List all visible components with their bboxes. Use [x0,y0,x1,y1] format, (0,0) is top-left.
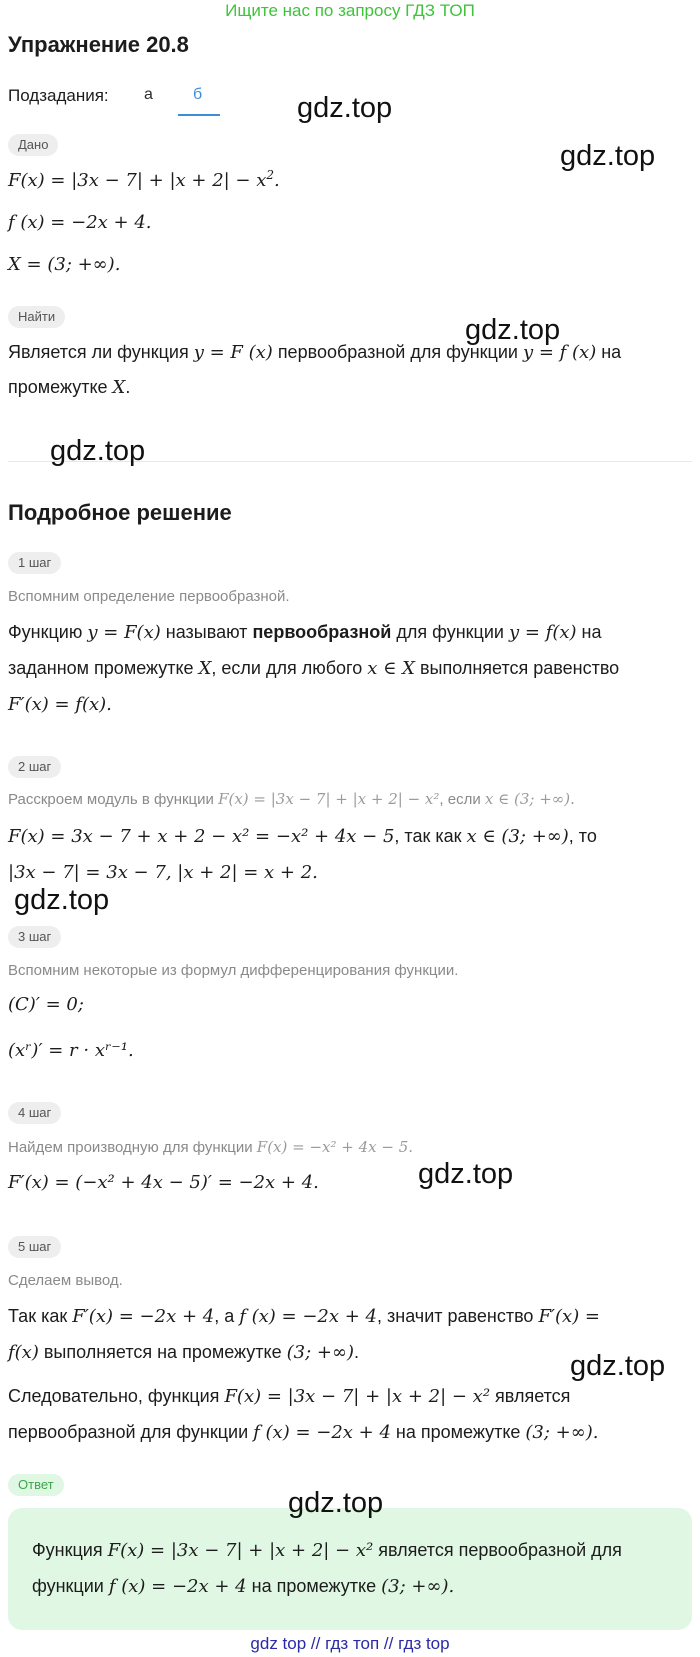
find-line-2: промежутке X. [8,377,131,398]
top-banner[interactable]: Ищите нас по запросу ГДЗ ТОП [225,1,475,20]
given-line-1: $F(x) = |3x - 7| + |x + 2| - x^2$. [8,168,280,191]
step-4-badge: 4 шаг [8,1102,61,1124]
step-5-line-3: Следовательно, функция F(x) = |3x − 7| + |x + 2| − x² является [8,1386,571,1407]
given-line-3: X = (3; +∞). [8,254,121,275]
watermark: gdz.top [465,314,561,346]
subtasks-label: Подзадания: [8,86,109,105]
step-4-hint: Найдем производную для функции F(x) = −x² + 4x − 5. [8,1138,414,1156]
step-3-line-2: (xʳ)′ = r · xʳ⁻¹. [8,1040,134,1061]
watermark: gdz.top [50,435,146,467]
subtask-tab-b[interactable]: б [193,86,203,103]
step-5-badge: 5 шаг [8,1236,61,1258]
solution-title: Подробное решение [8,500,232,525]
step-1-hint: Вспомним определение первообразной. [8,588,290,605]
footer-links[interactable]: gdz top // гдз топ // гдз top [250,1634,450,1653]
step-4-line-1: F′(x) = (−x² + 4x − 5)′ = −2x + 4. [8,1172,319,1193]
step-2-badge: 2 шаг [8,756,61,778]
answer-box [8,1508,692,1630]
step-5-line-2: f(x) выполняется на промежутке (3; +∞). [8,1342,359,1363]
given-badge: Дано [8,134,58,156]
watermark: gdz.top [560,140,656,172]
watermark: gdz.top [297,92,393,124]
find-line-1: Является ли функция y = F (x) первообразной для функции y = f (x) на [8,342,622,363]
answer-badge: Ответ [8,1474,64,1496]
step-5-line-1: Так как F′(x) = −2x + 4, а f (x) = −2x + 4, значит равенство F′(x) = [8,1306,601,1327]
answer-line-2: функции f (x) = −2x + 4 на промежутке (3; +∞). [32,1576,455,1597]
step-3-line-1: (C)′ = 0; [8,994,84,1015]
active-tab-indicator [178,114,220,116]
watermark: gdz.top [570,1350,666,1382]
step-5-line-4: первообразной для функции f (x) = −2x + 4 на промежутке (3; +∞). [8,1422,599,1443]
step-3-badge: 3 шаг [8,926,61,948]
watermark: gdz.top [288,1487,384,1519]
step-1-line-2: заданном промежутке X, если для любого x ∈ X выполняется равенство [8,658,620,679]
subtask-tab-a[interactable]: а [144,86,153,103]
step-1-badge: 1 шаг [8,552,61,574]
step-2-line-1: F(x) = 3x − 7 + x + 2 − x² = −x² + 4x − 5, так как x ∈ (3; +∞), то [8,826,597,847]
step-5-hint: Сделаем вывод. [8,1272,123,1289]
step-3-hint: Вспомним некоторые из формул дифференцирования функции. [8,962,459,979]
find-badge: Найти [8,306,65,328]
exercise-title: Упражнение 20.8 [8,32,189,57]
step-2-hint: Расскроем модуль в функции F(x) = |3x − 7| + |x + 2| − x², если x ∈ (3; +∞). [8,790,575,808]
answer-line-1: Функция F(x) = |3x − 7| + |x + 2| − x² является первообразной для [32,1540,622,1561]
watermark: gdz.top [418,1158,514,1190]
step-2-line-2: |3x − 7| = 3x − 7, |x + 2| = x + 2. [8,862,318,883]
step-1-line-1: Функцию y = F(x) называют первообразной для функции y = f(x) на [8,622,602,643]
watermark: gdz.top [14,884,110,916]
step-1-line-3: F′(x) = f(x). [8,694,112,715]
given-line-2: f (x) = −2x + 4. [8,212,152,233]
